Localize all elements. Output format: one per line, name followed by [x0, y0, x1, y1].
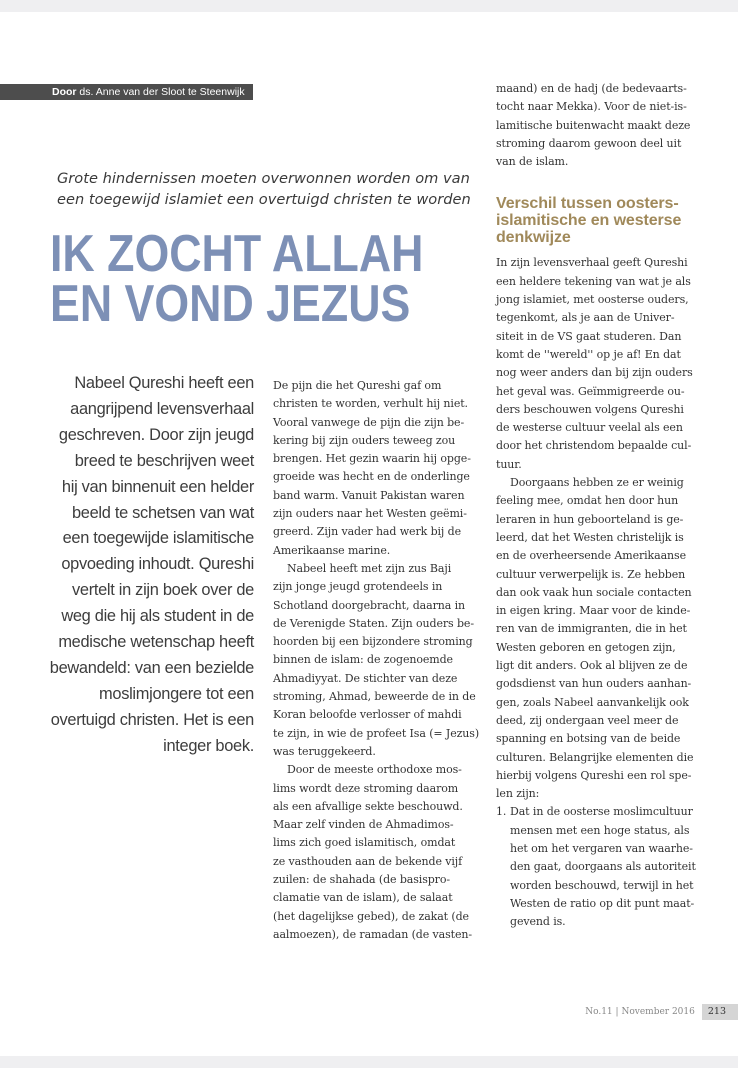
body-line: stroming, Ahmad, beweerde de in de [273, 690, 476, 704]
body-line: in eigen kring. Maar voor de kinde- [496, 604, 691, 618]
body-line: stroming daarom gewoon deel uit [496, 136, 682, 150]
intro-line: overtuigd christen. Het is een [50, 710, 254, 729]
intro-text [40, 371, 254, 760]
bottom-band [0, 1056, 738, 1068]
body-line: tuur. [496, 457, 522, 471]
body-line: godsdienst van hun ouders aanhan- [496, 677, 692, 691]
body-line: deed, zij ondergaan veel meer de [496, 713, 679, 727]
intro-line: breed te beschrijven weet [74, 451, 254, 470]
intro-line: weg die hij als student in de [61, 607, 254, 626]
list-line: Dat in de oosterse moslimcultuur [510, 805, 693, 819]
body-line: als een afvallige sekte beschouwd. [273, 799, 463, 813]
list-line: den gaat, doorgaans als autoriteit [510, 860, 696, 874]
body-line: jong islamiet, met oosterse ouders, [496, 293, 689, 307]
body-column-2 [496, 80, 706, 931]
page-footer [585, 1004, 738, 1020]
body-line: kering bij zijn ouders teweeg zou [273, 433, 456, 447]
body-line: ligt dit anders. Ook al blijven ze de [496, 659, 688, 673]
body-line: culturen. Belangrijke elementen die [496, 750, 694, 764]
body-line: band warm. Vanuit Pakistan waren [273, 488, 465, 502]
author-name: ds. Anne van der Sloot te Steenwijk [79, 86, 245, 98]
body-line: ders beschouwen volgens Qureshi [496, 402, 684, 416]
page-number: 213 [702, 1004, 738, 1020]
body-line: maand) en de hadj (de bedevaarts- [496, 82, 687, 95]
body-line: Westen geboren en getogen zijn, [496, 640, 676, 654]
list-line: mensen met een hoge status, als [510, 823, 690, 837]
body-line: cultuur verwerpelijk is. Ze hebben [496, 567, 686, 581]
body-line: was teruggekeerd. [273, 744, 376, 758]
body-line: hoorden bij een bijzondere stroming [273, 635, 473, 649]
body-line: binnen de islam: de zogenoemde [273, 653, 453, 667]
body-line: Koran beloofde verlosser of mahdi [273, 708, 462, 722]
top-band [0, 0, 738, 12]
body-line: komt de ''wereld'' op je af! En dat [496, 347, 681, 361]
list-item [496, 803, 706, 931]
body-line: zijn ouders naar het Westen geëmi- [273, 507, 467, 521]
body-line: aalmoezen), de ramadan (de vasten- [273, 927, 472, 941]
body-line: groeide was hecht en de onderlinge [273, 470, 470, 484]
body-line: Nabeel heeft met zijn zus Baji [287, 561, 452, 575]
body-line: (het dagelijkse gebed), de zakat (de [273, 909, 469, 923]
body-line: een heldere tekening van wat je als [496, 274, 691, 288]
body-line: leraren in hun geboorteland is ge- [496, 512, 684, 526]
list-line: het om het vergaren van waarhe- [510, 841, 693, 855]
body-line: Door de meeste orthodoxe mos- [287, 763, 462, 777]
intro-line: medische wetenschap heeft [58, 633, 254, 652]
list-line: Westen de ratio op dit punt maat- [510, 896, 695, 910]
body-line: spanning en botsing van de beide [496, 732, 681, 746]
intro-line: beeld te schetsen van wat [71, 503, 254, 522]
list-item-body [510, 803, 696, 931]
body-line: feeling mee, omdat hen door hun [496, 494, 679, 508]
list-number: 1. [496, 805, 507, 819]
intro-line: opvoeding inhoudt. Qureshi [61, 555, 254, 574]
body-line: dan ook vaak hun sociale contacten [496, 585, 692, 599]
body-line: te zijn, in wie de profeet Isa (= Jezus) [273, 726, 480, 740]
body-line: clamatie van de islam), de salaat [273, 891, 453, 905]
intro-line: aangrijpend levensverhaal [70, 399, 254, 418]
body-line: lamitische buitenwacht maakt deze [496, 118, 691, 132]
body-line: tocht naar Mekka). Voor de niet-is- [496, 100, 687, 114]
body-line: gen, zoals Nabeel aanvankelijk ook [496, 695, 689, 709]
intro-line: hij van binnenuit een helder [61, 477, 254, 496]
body-line: door het christendom bepaalde cul- [496, 439, 692, 453]
body-line: siteit in de VS gaat studeren. Dan [496, 329, 682, 343]
body-line: len zijn: [496, 787, 540, 801]
footer-separator: | [615, 1007, 619, 1017]
footer-date: November 2016 [621, 1007, 695, 1017]
body-line: De pijn die het Qureshi gaf om [273, 379, 442, 392]
headline-line: EN VOND JEZUS [50, 275, 411, 333]
body-line: lims zich goed islamitisch, omdat [273, 836, 456, 850]
body-line: In zijn levensverhaal geeft Qureshi [496, 256, 688, 270]
author-byline [0, 84, 253, 100]
section-heading: Verschil tussen oosters-islamitische en westerse denkwijze [496, 195, 682, 247]
body-line: het geval was. Geïmmigreerde ou- [496, 384, 685, 398]
body-line: nog weer anders dan bij zijn ouders [496, 366, 693, 380]
body-line: hierbij volgens Qureshi een rol spe- [496, 768, 692, 782]
body-line: greerd. Zijn vader had werk bij de [273, 525, 461, 539]
body-line: Maar zelf vinden de Ahmadimos- [273, 818, 454, 832]
body-line: ren van de immigranten, die in het [496, 622, 687, 636]
body-line: zijn jonge jeugd grotendeels in [273, 580, 443, 594]
article-headline [50, 225, 428, 333]
body-line: leerd, dat het Westen christelijk is [496, 530, 684, 544]
footer-issue: No.11 [585, 1007, 613, 1017]
body-line: christen te worden, verhult hij niet. [273, 397, 468, 411]
body-line: Amerikaanse marine. [273, 543, 391, 557]
body-line: de westerse cultuur veelal als een [496, 421, 683, 435]
intro-line: integer boek. [163, 736, 254, 755]
intro-line: een toegewijde islamitische [62, 529, 254, 548]
list-line: gevend is. [510, 915, 566, 929]
body-line: en de overheersende Amerikaanse [496, 549, 686, 563]
intro-line: Nabeel Qureshi heeft een [74, 374, 254, 392]
body-line: ze vasthouden aan de bekende vijf [273, 854, 463, 868]
body-line: tegenkomt, als je aan de Univer- [496, 311, 675, 325]
body-line: de Verenigde Staten. Zijn ouders be- [273, 616, 474, 630]
intro-line: bewandeld: van een bezielde [49, 658, 254, 677]
list-line: worden beschouwd, terwijl in het [510, 878, 694, 892]
body-line: Schotland doorgebracht, daarna in [273, 598, 465, 612]
article-subtitle: Grote hindernissen moeten overwonnen worden om van een toegewijd islamiet een overtuigd christen te worden [57, 170, 471, 208]
body-line: Ahmadiyyat. De stichter van deze [273, 671, 458, 685]
intro-line: geschreven. Door zijn jeugd [58, 425, 254, 444]
body-line: zuilen: de shahada (de basispro- [273, 873, 450, 887]
headline-line: IK ZOCHT ALLAH [50, 225, 424, 283]
author-prefix: Door [52, 86, 77, 98]
intro-line: vertelt in zijn boek over de [71, 581, 254, 600]
body-line: lims wordt deze stroming daarom [273, 781, 459, 795]
body-line: brengen. Het gezin waarin hij opge- [273, 452, 471, 466]
body-column-1 [273, 377, 485, 944]
body-line: van de islam. [496, 155, 569, 169]
intro-line: moslimjongere tot een [99, 684, 254, 703]
body-line: Vooral vanwege de pijn die zijn be- [273, 415, 465, 429]
body-line: Doorgaans hebben ze er weinig [510, 476, 684, 490]
